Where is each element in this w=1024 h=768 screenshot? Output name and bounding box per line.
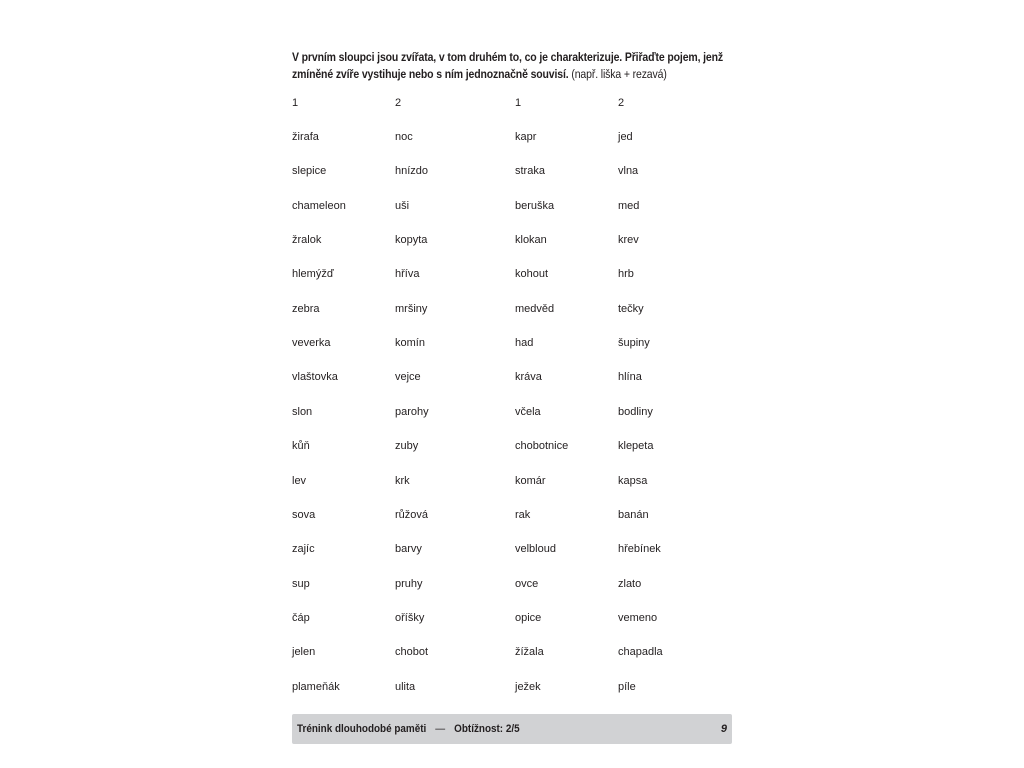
trait-word: hnízdo: [395, 165, 429, 177]
trait-word: tečky: [618, 303, 644, 315]
trait-word: vejce: [395, 371, 421, 383]
animal-word: kůň: [292, 440, 310, 452]
trait-word: med: [618, 200, 640, 212]
trait-word: parohy: [395, 406, 429, 418]
trait-word: hříva: [395, 268, 420, 280]
animal-word: slepice: [292, 165, 327, 177]
animal-word: kohout: [515, 268, 549, 280]
animal-word: kapr: [515, 131, 537, 143]
trait-word: kapsa: [618, 475, 648, 487]
trait-word: šupiny: [618, 337, 650, 349]
animal-word: had: [515, 337, 534, 349]
animal-word: beruška: [515, 200, 555, 212]
animal-word: chobotnice: [515, 440, 569, 452]
animal-word: žížala: [515, 646, 544, 658]
animal-word: velbloud: [515, 543, 556, 555]
footer-title: Trénink dlouhodobé paměti: [297, 723, 427, 735]
trait-word: krk: [395, 475, 410, 487]
instructions-line-2: [292, 66, 670, 83]
animal-word: medvěd: [515, 303, 555, 315]
animal-word: hlemýžď: [292, 268, 334, 280]
trait-word: hlína: [618, 371, 642, 383]
trait-word: ulita: [395, 681, 416, 693]
animal-word: klokan: [515, 234, 547, 246]
animal-word: straka: [515, 165, 545, 177]
animal-word: zajíc: [292, 543, 315, 555]
trait-word: píle: [618, 681, 636, 693]
page-number: 9: [720, 723, 727, 735]
footer-bar: [292, 714, 732, 744]
footer-separator: —: [435, 723, 446, 735]
trait-word: bodliny: [618, 406, 653, 418]
trait-word: zlato: [618, 578, 642, 590]
trait-word: oříšky: [395, 612, 425, 624]
animal-word: zebra: [292, 303, 320, 315]
animal-word: rak: [515, 509, 531, 521]
animal-word: ježek: [515, 681, 541, 693]
animal-word: chameleon: [292, 200, 346, 212]
animal-word: komár: [515, 475, 546, 487]
trait-word: pruhy: [395, 578, 423, 590]
trait-word: jed: [618, 131, 633, 143]
animal-word: jelen: [292, 646, 316, 658]
trait-word: komín: [395, 337, 425, 349]
trait-word: hřebínek: [618, 543, 661, 555]
footer-text: [297, 722, 520, 736]
trait-word: chobot: [395, 646, 429, 658]
animal-word: plameňák: [292, 681, 340, 693]
column-header-2: 2: [395, 97, 402, 109]
animal-word: veverka: [292, 337, 331, 349]
instructions-line-1: V prvním sloupci jsou zvířata, v tom druhém to, co je charakterizuje. Přiřaďte pojem, jenž: [292, 50, 724, 64]
trait-word: klepeta: [618, 440, 654, 452]
instructions-example: (např. liška + rezavá): [571, 67, 667, 81]
trait-word: chapadla: [618, 646, 663, 658]
trait-word: barvy: [395, 543, 422, 555]
trait-word: zuby: [395, 440, 419, 452]
column-header-3: 1: [515, 97, 522, 109]
trait-word: krev: [618, 234, 639, 246]
trait-word: růžová: [395, 509, 429, 521]
column-header-1: 1: [292, 97, 299, 109]
instructions-line-2-bold: zmíněné zvíře vystihuje nebo s ním jednoznačně souvisí.: [292, 67, 569, 81]
animal-word: lev: [292, 475, 307, 487]
animal-word: vlaštovka: [292, 371, 338, 383]
animal-word: sova: [292, 509, 316, 521]
animal-word: sup: [292, 578, 310, 590]
animal-word: žirafa: [292, 131, 319, 143]
trait-word: kopyta: [395, 234, 428, 246]
trait-word: vlna: [618, 165, 639, 177]
trait-word: hrb: [618, 268, 634, 280]
animal-word: kráva: [515, 371, 542, 383]
trait-word: banán: [618, 509, 649, 521]
trait-word: noc: [395, 131, 413, 143]
animal-word: opice: [515, 612, 542, 624]
column-header-4: 2: [618, 97, 625, 109]
animal-word: žralok: [292, 234, 322, 246]
animal-word: ovce: [515, 578, 539, 590]
trait-word: uši: [395, 200, 410, 212]
trait-word: vemeno: [618, 612, 658, 624]
footer-difficulty: Obtížnost: 2/5: [454, 723, 520, 735]
animal-word: včela: [515, 406, 541, 418]
animal-word: slon: [292, 406, 313, 418]
trait-word: mršiny: [395, 303, 428, 315]
animal-word: čáp: [292, 612, 310, 624]
instructions: [292, 49, 732, 83]
